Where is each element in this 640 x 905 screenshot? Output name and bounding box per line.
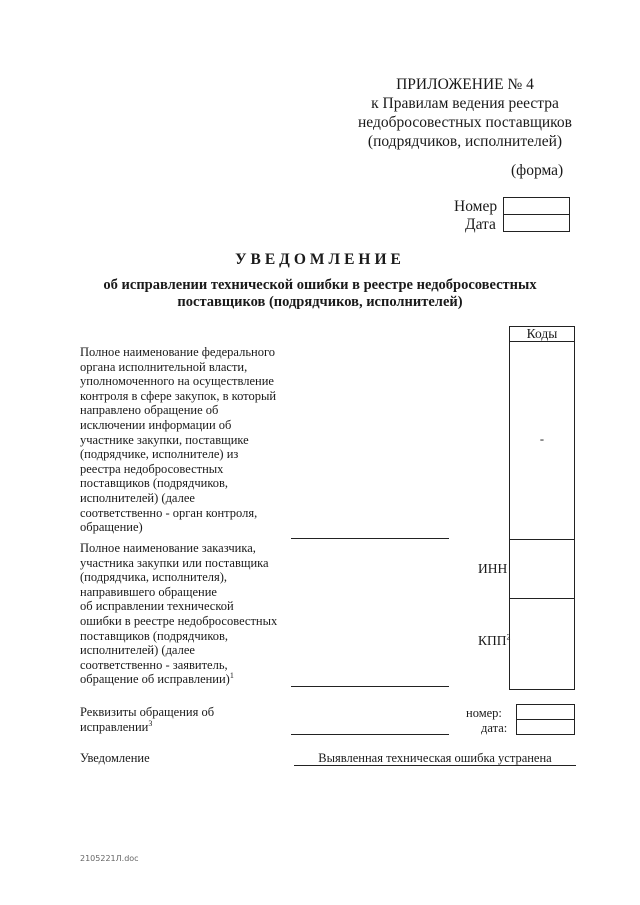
- label-line: Полное наименование заказчика,: [80, 541, 256, 555]
- control-organ-code: -: [539, 432, 545, 446]
- footnote-mark: 3: [148, 718, 153, 728]
- date-label: Дата: [465, 216, 496, 233]
- label-line: ошибки в реестре недобросовестных: [80, 613, 278, 628]
- request-number-label: номер:: [466, 706, 502, 720]
- request-details-input-line[interactable]: [291, 734, 449, 735]
- subtitle-line: поставщиков (подрядчиков, исполнителей): [177, 294, 463, 310]
- file-reference: 2105221Л.doc: [80, 854, 139, 863]
- label-line: поставщиков (подрядчиков,: [80, 476, 229, 491]
- date-field[interactable]: [503, 214, 570, 232]
- label-line: органа исполнительной власти,: [80, 359, 248, 374]
- footnote-mark: 2: [506, 632, 511, 642]
- number-label: Номер: [454, 198, 498, 215]
- control-organ-input-line[interactable]: [291, 538, 449, 539]
- label-line: поставщиков (подрядчиков,: [80, 628, 229, 643]
- request-number-field[interactable]: [516, 704, 575, 720]
- applicant-input-line[interactable]: [291, 686, 449, 687]
- notice-label: Уведомление: [80, 751, 150, 765]
- label-line: соответственно - заявитель,: [80, 657, 228, 672]
- label-line: обращение об исправлении)$^1$: [80, 671, 234, 687]
- label-line: Полное наименование федерального: [80, 345, 276, 359]
- document-subtitle: [40, 277, 600, 311]
- appendix-line: недобросовестных поставщиков: [357, 114, 572, 131]
- label-line: направлено обращение об: [80, 403, 219, 418]
- codes-frame-bottom: [509, 689, 575, 690]
- subtitle-line: об исправлении технической ошибки в реестре недобросовестных: [103, 277, 537, 293]
- notice-underline: [294, 765, 576, 766]
- label-line: реестра недобросовестных: [80, 461, 224, 476]
- request-date-field[interactable]: [516, 719, 575, 735]
- label-line: исполнителей) (далее: [80, 643, 195, 658]
- request-details-label: [80, 705, 295, 734]
- label-line: исполнителей) (далее: [80, 490, 195, 505]
- label-line: Реквизиты обращения об: [80, 705, 215, 719]
- appendix-title: ПРИЛОЖЕНИЕ № 4: [396, 76, 534, 93]
- label-line: (подрядчике, исполнителе) из: [80, 447, 239, 462]
- label-line: направившего обращение: [80, 584, 217, 599]
- label-line: соответственно - орган контроля,: [80, 505, 258, 520]
- inn-label: ИНН: [478, 561, 508, 576]
- notice-value: Выявленная техническая ошибка устранена: [318, 751, 552, 765]
- control-organ-label: [80, 345, 295, 535]
- label-line: исправлении$^3$: [80, 718, 153, 734]
- label-line: участника закупки или поставщика: [80, 555, 269, 570]
- applicant-label: [80, 541, 295, 687]
- codes-frame-right: [574, 326, 575, 690]
- appendix-block: [340, 75, 590, 151]
- label-line: (подрядчика, исполнителя),: [80, 570, 228, 585]
- number-field[interactable]: [503, 197, 570, 215]
- document-title: УВЕДОМЛЕНИЕ: [235, 251, 405, 268]
- label-line: контроля в сфере закупок, в который: [80, 388, 277, 403]
- label-line: обращение): [80, 520, 143, 535]
- request-date-label: дата:: [481, 721, 508, 735]
- codes-row-divider: [509, 539, 575, 540]
- appendix-line: к Правилам ведения реестра: [371, 95, 559, 112]
- form-label: (форма): [511, 162, 564, 179]
- codes-header: Коды: [526, 326, 558, 341]
- appendix-line: (подрядчиков, исполнителей): [367, 133, 563, 150]
- label-line: об исправлении технической: [80, 599, 234, 614]
- label-line: исключении информации об: [80, 417, 232, 432]
- codes-row-divider: [509, 598, 575, 599]
- kpp-label: КПП$^2$: [478, 632, 511, 648]
- label-line: участнике закупки, поставщике: [80, 432, 249, 447]
- label-line: уполномоченного на осуществление: [80, 374, 274, 389]
- footnote-mark: 1: [229, 671, 234, 681]
